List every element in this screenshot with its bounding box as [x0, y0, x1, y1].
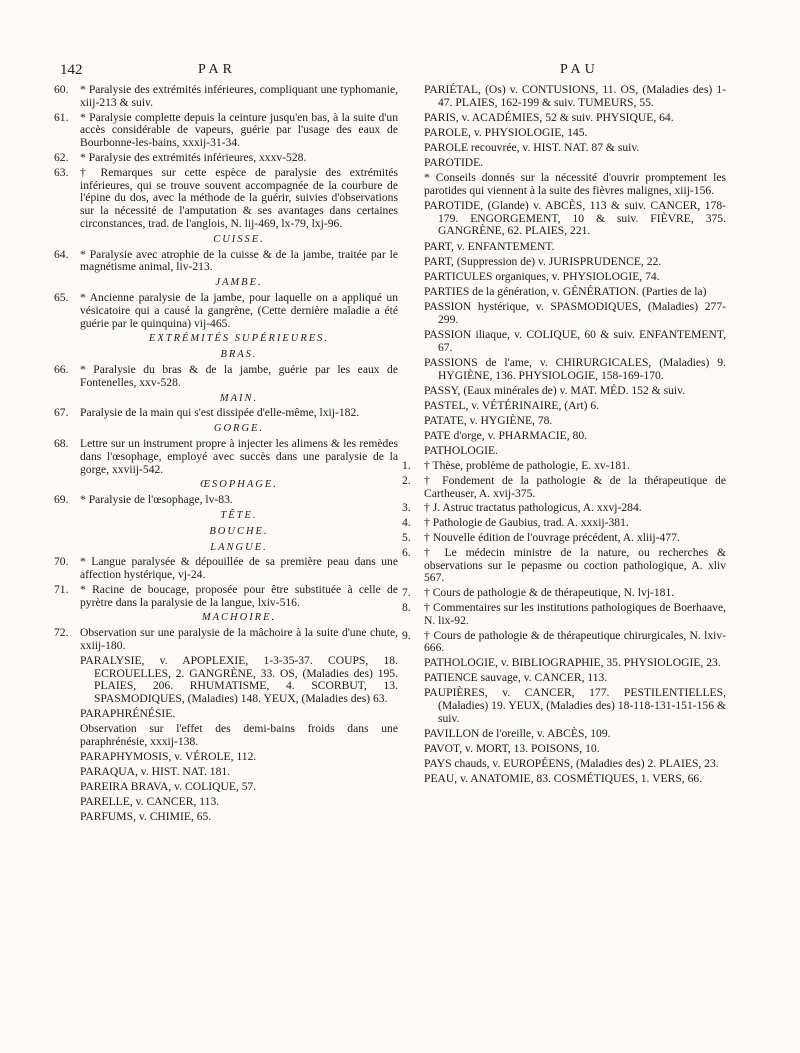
running-head-left: PAR [198, 62, 236, 77]
entry-number: 65. [54, 290, 69, 304]
index-entry [402, 516, 726, 530]
entry-number: 67. [54, 406, 69, 420]
entry-number: 1. [402, 459, 411, 473]
section-heading: MAIN. [219, 392, 259, 404]
entry-number: 9. [402, 628, 411, 642]
entry-number: 6. [402, 545, 411, 559]
entry-text: † Cours de pathologie & de thérapeutique chirurgicales, N. lxiv-666. [424, 628, 726, 655]
text-paragraph: Observation sur l'effet des demi-bains froids dans une paraphrénésie, xxxij-138. [80, 722, 398, 748]
entry-text: * Paralysie de l'œsophage, lv-83. [80, 493, 233, 507]
entry-text: † Pathologie de Gaubius, trad. A. xxxij-381. [424, 516, 629, 530]
cross-reference: PASSION hystérique, v. SPASMODIQUES, (Maladies) 277-299. [424, 299, 726, 326]
entry-text: * Paralysie complette depuis la ceinture jusqu'en bas, à la suite d'un accès considérable de vapeurs, guérie par l'usage des eaux de Bourbonne-les-bains, xxxij-31-34. [80, 110, 398, 150]
index-entry [54, 83, 398, 110]
index-entry [54, 290, 398, 330]
cross-reference: PATHOLOGIE, v. BIBLIOGRAPHIE, 35. PHYSIOLOGIE, 23. [424, 656, 721, 670]
running-head-right: PAU [560, 62, 599, 77]
section-heading: BOUCHE. [209, 525, 269, 537]
entry-text: † Fondement de la pathologie & de la thérapeutique de Cartheuser, A. xvij-375. [424, 473, 726, 500]
index-entry [54, 150, 398, 165]
entry-number: 63. [54, 165, 69, 179]
entry-number: 3. [402, 501, 411, 515]
entry-text: † J. Astruc tractatus pathologicus, A. xxvj-284. [424, 501, 642, 515]
entry-text: Paralysie de la main qui s'est dissipée d'elle-même, lxij-182. [80, 406, 360, 420]
cross-reference: PATE d'orge, v. PHARMACIE, 80. [424, 428, 588, 442]
entry-text: † Remarques sur cette espèce de paralysie des extrémités inférieures, qui se trouve souvent accompagnée de la courbure de l'épine du dos, avec la méthode de la guérir, suivies d'observations sur la nécessité de l'amputation & ses avantages dans certaines circonstances, trad. de l'anglois, N. lij-469, lx-79, lxj-96. [80, 165, 398, 230]
cross-reference: PARALYSIE, v. APOPLEXIE, 1-3-35-37. COUPS, 18. ECROUELLES, 2. GANGRÈNE, 33. OS, (Maladies des) 195. PLAIES, 206. RHUMATISME, 4. SCORBUT, 13. SPASMODIQUES, (Maladies) 148. YEUX, (Maladies des) 63. [80, 653, 398, 706]
index-entry [54, 165, 398, 231]
cross-reference: PARAPHYMOSIS, v. VÉROLE, 112. [80, 749, 257, 763]
index-entry [402, 628, 726, 656]
text-paragraph: * Conseils donnés sur la nécessité d'ouvrir promptement les parotides qui viennent à la suite des fièvres malignes, xiij-156. [424, 171, 726, 198]
index-entry [402, 545, 726, 585]
cross-reference: PART, (Suppression de) v. JURISPRUDENCE, 22. [424, 254, 662, 268]
entry-number: 7. [402, 586, 411, 600]
cross-reference: PAYS chauds, v. EUROPÉENS, (Maladies des) 2. PLAIES, 23. [424, 757, 719, 771]
index-entry [54, 493, 398, 507]
cross-reference: PATATE, v. HYGIÈNE, 78. [424, 413, 553, 427]
cross-reference: PARIÉTAL, (Os) v. CONTUSIONS, 11. OS, (Maladies des) 1-47. PLAIES, 162-199 & suiv. TUMEURS, 55. [424, 83, 726, 109]
cross-reference: PAREIRA BRAVA, v. COLIQUE, 57. [80, 779, 257, 793]
entry-number: 8. [402, 601, 411, 615]
cross-reference: PARAQUA, v. HIST. NAT. 181. [80, 764, 231, 778]
cross-reference: PAUPIÈRES, v. CANCER, 177. PESTILENTIELLES, (Maladies) 19. YEUX, (Maladies des) 18-118-131-151-156 & suiv. [424, 686, 726, 725]
index-entry [54, 362, 398, 390]
index-entry [54, 555, 398, 582]
index-entry [54, 626, 398, 653]
cross-reference: PAROTIDE, (Glande) v. ABCÈS, 113 & suiv. CANCER, 178-179. ENGORGEMENT, 10 & suiv. FIÈVRE, 375. GANGRÈNE, 62. PLAIES, 221. [424, 198, 726, 238]
section-heading: BRAS. [220, 349, 258, 361]
text-paragraph: PARAPHRÉNÉSIE. [80, 707, 176, 721]
entry-number: 70. [54, 555, 69, 569]
entry-text: † Nouvelle édition de l'ouvrage précédent, A. xliij-477. [424, 531, 680, 545]
entry-text: * Paralysie avec atrophie de la cuisse & de la jambe, traitée par le magnétisme animal, liv-213. [80, 247, 398, 274]
cross-reference: PARTICULES organiques, v. PHYSIOLOGIE, 74. [424, 269, 660, 283]
section-heading: CUISSE. [213, 233, 265, 245]
entry-number: 68. [54, 436, 69, 450]
entry-text: Observation sur une paralysie de la mâchoire à la suite d'une chute, xxiij-180. [80, 626, 398, 653]
index-entry [54, 110, 398, 150]
section-heading: GORGE. [213, 423, 265, 435]
entry-text: Lettre sur un instrument propre à injecter les alimens & les remèdes dans l'œsophage, employé avec succès dans une paralysie de la gorge, xxviij-542. [80, 436, 398, 476]
cross-reference: PATHOLOGIE. [424, 443, 498, 457]
entry-number: 5. [402, 531, 411, 545]
entry-text: † Le médecin ministre de la nature, ou recherches & observations sur le pepasme ou coction pathologique, A. xliv 567. [424, 545, 726, 585]
left-column [54, 83, 398, 826]
entry-text: * Paralysie des extrémités inférieures, compliquant une typhomanie, xiij-213 & suiv. [80, 83, 398, 109]
entry-number: 66. [54, 362, 69, 376]
section-heading: TÊTE. [220, 509, 258, 521]
entry-number: 61. [54, 110, 69, 124]
entry-number: 69. [54, 493, 69, 507]
cross-reference: PARFUMS, v. CHIMIE, 65. [80, 810, 212, 824]
cross-reference: PAROLE recouvrée, v. HIST. NAT. 87 & suiv. [424, 141, 640, 155]
entry-text: * Paralysie des extrémités inférieures, xxxv-528. [80, 150, 307, 164]
entry-text: * Paralysie du bras & de la jambe, guérie par les eaux de Fontenelles, xxv-528. [80, 362, 398, 389]
cross-reference: PART, v. ENFANTEMENT. [424, 239, 555, 253]
index-entry [402, 501, 726, 515]
cross-reference: PARIS, v. ACADÉMIES, 52 & suiv. PHYSIQUE, 64. [424, 110, 674, 124]
section-heading: ŒSOPHAGE. [200, 479, 278, 491]
entry-number: 71. [54, 582, 69, 596]
index-entry [402, 473, 726, 501]
cross-reference: PAROTIDE. [424, 156, 484, 170]
cross-reference: PASSIONS de l'ame, v. CHIRURGICALES, (Maladies) 9. HYGIÈNE, 136. PHYSIOLOGIE, 158-169-170. [424, 355, 726, 382]
index-entry [402, 601, 726, 628]
section-heading: MACHOIRE. [201, 612, 277, 624]
entry-number: 62. [54, 150, 69, 164]
entry-text: † Thèse, problème de pathologie, E. xv-181. [424, 459, 630, 473]
section-heading: LANGUE. [210, 541, 268, 553]
entry-number: 2. [402, 473, 411, 487]
entry-number: 60. [54, 83, 69, 96]
section-heading: EXTRÉMITÉS SUPÉRIEURES. [148, 333, 330, 345]
cross-reference: PAROLE, v. PHYSIOLOGIE, 145. [424, 125, 588, 139]
entry-number: 64. [54, 247, 69, 261]
index-entry [402, 586, 726, 600]
entry-text: † Commentaires sur les institutions pathologiques de Boerhaave, N. lix-92. [424, 601, 726, 627]
entry-number: 72. [54, 626, 69, 640]
entry-text: * Langue paralysée & dépouillée de sa première peau dans une affection hystérique, vj-24. [80, 555, 398, 582]
section-heading: JAMBE. [215, 277, 263, 289]
entry-number: 4. [402, 516, 411, 530]
cross-reference: PASSY, (Eaux minérales de) v. MAT. MÉD. 152 & suiv. [424, 383, 686, 397]
cross-reference: PAVOT, v. MORT, 13. POISONS, 10. [424, 742, 600, 756]
index-entry [54, 582, 398, 610]
entry-text: * Ancienne paralysie de la jambe, pour laquelle on a appliqué un vésicatoire qui a causé la gangrène, (Cette dernière maladie a été guérie par le quinquina) vij-465. [80, 290, 398, 330]
index-entry [54, 406, 398, 420]
cross-reference: PEAU, v. ANATOMIE, 83. COSMÉTIQUES, 1. VERS, 66. [424, 772, 703, 786]
index-entry [54, 436, 398, 476]
cross-reference: PAVILLON de l'oreille, v. ABCÈS, 109. [424, 727, 611, 741]
page-number: 142 [60, 62, 83, 78]
entry-text: * Racine de boucage, proposée pour être substituée à celle de pyrètre dans la paralysie de la langue, lxiv-516. [80, 582, 398, 609]
cross-reference: PATIENCE sauvage, v. CANCER, 113. [424, 671, 608, 685]
index-entry [402, 459, 726, 473]
index-entry [54, 247, 398, 275]
cross-reference: PARELLE, v. CANCER, 113. [80, 795, 220, 809]
entry-text: † Cours de pathologie & de thérapeutique, N. lvj-181. [424, 586, 675, 600]
cross-reference: PASSION iliaque, v. COLIQUE, 60 & suiv. ENFANTEMENT, 67. [424, 327, 726, 354]
cross-reference: PASTEL, v. VÉTÉRINAIRE, (Art) 6. [424, 398, 600, 412]
index-entry [402, 531, 726, 545]
right-column [402, 83, 726, 788]
cross-reference: PARTIES de la génération, v. GÉNÉRATION. (Parties de la) [424, 284, 707, 298]
